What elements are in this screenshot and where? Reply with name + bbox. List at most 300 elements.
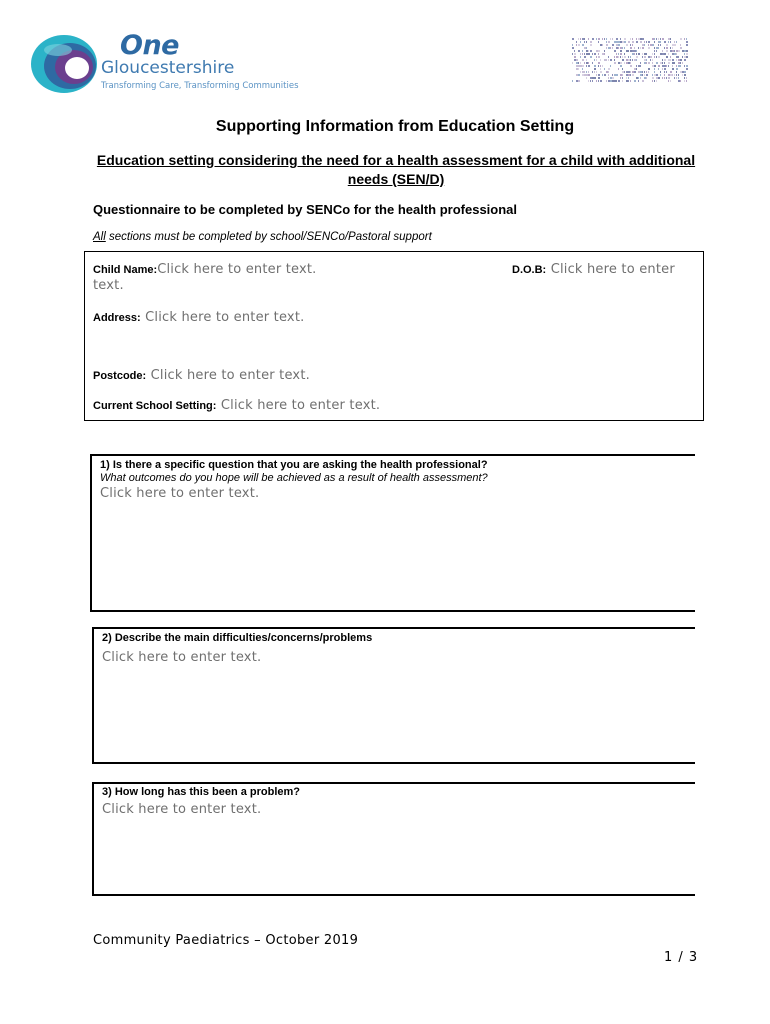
dob-label: D.O.B: (512, 264, 547, 276)
stamp-pixel (608, 41, 610, 43)
stamp-pixel (578, 65, 580, 67)
stamp-pixel (670, 80, 671, 82)
stamp-pixel (612, 47, 613, 49)
stamp-pixel (576, 62, 578, 64)
stamp-pixel (584, 53, 585, 55)
stamp-pixel (656, 56, 657, 58)
dob-field-overflow[interactable]: text. (93, 278, 124, 293)
stamp-pixel (622, 56, 623, 58)
stamp-pixel (646, 53, 647, 55)
stamp-pixel (582, 53, 583, 55)
stamp-pixel (588, 53, 590, 55)
stamp-pixel (678, 59, 680, 61)
stamp-pixel (604, 38, 605, 40)
stamp-pixel (664, 71, 665, 73)
stamp-pixel (580, 38, 581, 40)
stamp-pixel (638, 71, 640, 73)
stamp-pixel (682, 74, 683, 76)
stamp-pixel (628, 74, 630, 76)
stamp-pixel (636, 53, 637, 55)
stamp-pixel (656, 77, 658, 79)
question-1-field[interactable]: Click here to enter text. (100, 486, 260, 501)
stamp-pixel (584, 56, 586, 58)
stamp-pixel (686, 56, 688, 58)
stamp-pixel (632, 53, 634, 55)
child-name-row (93, 260, 317, 278)
stamp-pixel (618, 80, 620, 82)
stamp-pixel (572, 62, 573, 64)
stamp-pixel (680, 59, 682, 61)
stamp-pixel (668, 59, 670, 61)
stamp-pixel (674, 50, 675, 52)
stamp-pixel (658, 68, 659, 70)
stamp-pixel (656, 38, 657, 40)
question-3-field[interactable]: Click here to enter text. (102, 802, 262, 817)
stamp-pixel (604, 68, 605, 70)
stamp-pixel (644, 41, 645, 43)
stamp-pixel (658, 56, 660, 58)
page-number: 1 / 3 (664, 950, 699, 965)
stamp-pixel (606, 41, 607, 43)
stamp-pixel (670, 47, 671, 49)
stamp-pixel (628, 71, 630, 73)
stamp-pixel (616, 44, 618, 46)
stamp-pixel (668, 62, 670, 64)
stamp-pixel (680, 71, 682, 73)
stamp-pixel (672, 59, 674, 61)
stamp-pixel (678, 65, 680, 67)
stamp-pixel (628, 56, 629, 58)
question-1-title: 1) Is there a specific question that you are asking the health professional? (100, 459, 488, 471)
stamp-pixel (658, 44, 659, 46)
stamp-pixel (664, 41, 666, 43)
logo-swirl-icon (28, 28, 108, 100)
stamp-pixel (612, 77, 614, 79)
stamp-pixel (686, 53, 688, 55)
stamp-pixel (590, 80, 591, 82)
stamp-pixel (616, 56, 618, 58)
stamp-pixel (652, 74, 653, 76)
postcode-row (93, 366, 310, 384)
stamp-pixel (670, 56, 671, 58)
stamp-pixel (576, 44, 577, 46)
postcode-field[interactable]: Click here to enter text. (150, 368, 310, 383)
stamp-pixel (608, 68, 610, 70)
stamp-pixel (576, 80, 578, 82)
stamp-pixel (620, 56, 621, 58)
stamp-pixel (574, 50, 575, 52)
stamp-pixel (624, 41, 626, 43)
stamp-pixel (674, 41, 675, 43)
stamp-pixel (642, 71, 643, 73)
stamp-pixel (644, 71, 645, 73)
stamp-pixel (654, 47, 655, 49)
stamp-pixel (648, 44, 649, 46)
stamp-pixel (630, 71, 631, 73)
stamp-pixel (600, 44, 602, 46)
stamp-pixel (660, 53, 662, 55)
stamp-pixel (654, 71, 655, 73)
stamp-pixel (604, 74, 606, 76)
stamp-pixel (670, 50, 672, 52)
stamp-pixel (654, 65, 656, 67)
stamp-pixel (646, 74, 648, 76)
stamp-pixel (644, 59, 646, 61)
stamp-pixel (610, 80, 612, 82)
stamp-pixel (578, 80, 580, 82)
stamp-pixel (656, 80, 657, 82)
stamp-pixel (598, 41, 599, 43)
stamp-pixel (632, 50, 634, 52)
stamp-pixel (664, 59, 666, 61)
stamp-pixel (672, 50, 674, 52)
stamp-pixel (584, 41, 585, 43)
stamp-pixel (596, 56, 597, 58)
stamp-pixel (666, 56, 668, 58)
stamp-pixel (662, 68, 663, 70)
stamp-pixel (624, 38, 626, 40)
stamp-pixel (660, 62, 662, 64)
stamp-pixel (582, 44, 584, 46)
dob-row (512, 260, 675, 278)
stamp-pixel (654, 56, 655, 58)
stamp-pixel (654, 38, 655, 40)
stamp-pixel (586, 65, 587, 67)
stamp-pixel (654, 53, 655, 55)
stamp-pixel (618, 68, 619, 70)
stamp-pixel (590, 41, 592, 43)
stamp-pixel (578, 38, 579, 40)
stamp-pixel (600, 65, 601, 67)
stamp-pixel (574, 56, 576, 58)
stamp-pixel (626, 59, 628, 61)
stamp-pixel (600, 59, 601, 61)
stamp-pixel (620, 65, 622, 67)
stamp-pixel (626, 44, 628, 46)
stamp-pixel (612, 44, 614, 46)
stamp-pixel (668, 41, 669, 43)
stamp-pixel (648, 62, 650, 64)
stamp-pixel (596, 74, 597, 76)
stamp-pixel (592, 38, 594, 40)
stamp-pixel (580, 71, 581, 73)
stamp-pixel (670, 71, 672, 73)
stamp-pixel (630, 80, 631, 82)
child-name-field[interactable]: Click here to enter text. (157, 262, 317, 277)
stamp-pixel (668, 74, 670, 76)
stamp-pixel (678, 56, 679, 58)
stamp-pixel (666, 65, 667, 67)
stamp-pixel (606, 80, 607, 82)
stamp-pixel (634, 71, 636, 73)
stamp-pixel (652, 80, 653, 82)
stamp-pixel (586, 71, 587, 73)
stamp-pixel (608, 59, 609, 61)
stamp-pixel (580, 62, 581, 64)
stamp-pixel (656, 74, 658, 76)
stamp-pixel (652, 65, 654, 67)
stamp-pixel (686, 50, 688, 52)
stamp-pixel (684, 65, 685, 67)
stamp-pixel (594, 71, 595, 73)
stamp-pixel (602, 74, 603, 76)
stamp-pixel (594, 65, 596, 67)
stamp-pixel (630, 44, 631, 46)
stamp-pixel (618, 56, 619, 58)
stamp-pixel (608, 74, 609, 76)
stamp-pixel (586, 77, 587, 79)
stamp-pixel (596, 71, 597, 73)
stamp-pixel (682, 50, 684, 52)
stamp-pixel (626, 74, 628, 76)
stamp-pixel (658, 77, 660, 79)
stamp-pixel (610, 59, 612, 61)
stamp-pixel (660, 71, 661, 73)
stamp-pixel (638, 65, 640, 67)
question-2-field[interactable]: Click here to enter text. (102, 650, 262, 665)
stamp-pixel (622, 80, 623, 82)
address-row (93, 308, 304, 326)
stamp-pixel (680, 80, 681, 82)
stamp-pixel (654, 80, 655, 82)
stamp-pixel (586, 74, 588, 76)
stamp-pixel (616, 47, 618, 49)
stamp-pixel (638, 77, 639, 79)
stamp-pixel (676, 77, 677, 79)
stamp-pixel (672, 74, 673, 76)
stamp-pixel (618, 53, 619, 55)
stamp-pixel (686, 41, 688, 43)
stamp-pixel (584, 74, 586, 76)
stamp-pixel (678, 62, 680, 64)
stamp-pixel (648, 41, 650, 43)
stamp-pixel (620, 53, 622, 55)
stamp-pixel (684, 56, 686, 58)
stamp-pixel (672, 62, 674, 64)
stamp-pixel (652, 53, 653, 55)
stamp-pixel (642, 38, 644, 40)
completion-note (93, 231, 432, 243)
stamp-pixel (584, 71, 585, 73)
dob-field[interactable]: Click here to enter (550, 262, 675, 277)
stamp-pixel (586, 41, 587, 43)
stamp-pixel (612, 74, 613, 76)
school-row (93, 396, 380, 414)
stamp-pixel (662, 62, 663, 64)
stamp-pixel (660, 38, 661, 40)
stamp-pixel (644, 44, 645, 46)
stamp-pixel (572, 53, 573, 55)
stamp-pixel (592, 80, 593, 82)
stamp-pixel (662, 38, 664, 40)
stamp-pixel (572, 38, 574, 40)
stamp-pixel (678, 50, 680, 52)
stamp-pixel (652, 44, 654, 46)
stamp-pixel (596, 80, 597, 82)
stamp-pixel (608, 56, 609, 58)
stamp-pixel (666, 77, 667, 79)
stamp-pixel (664, 68, 666, 70)
stamp-pixel (618, 41, 620, 43)
stamp-pixel (630, 47, 632, 49)
logo-name-line2: Gloucestershire (101, 58, 235, 78)
stamp-pixel (680, 47, 682, 49)
stamp-pixel (684, 77, 685, 79)
stamp-pixel (578, 74, 580, 76)
stamp-pixel (598, 50, 600, 52)
stamp-pixel (582, 59, 584, 61)
stamp-pixel (650, 56, 652, 58)
stamp-pixel (650, 44, 652, 46)
stamp-pixel (676, 53, 677, 55)
stamp-pixel (582, 74, 584, 76)
stamp-pixel (668, 80, 669, 82)
stamp-pixel (624, 47, 625, 49)
stamp-pixel (588, 38, 589, 40)
address-field[interactable]: Click here to enter text. (145, 310, 305, 325)
stamp-pixel (680, 44, 681, 46)
stamp-pixel (624, 56, 626, 58)
school-field[interactable]: Click here to enter text. (220, 398, 381, 413)
stamp-pixel (632, 71, 634, 73)
stamp-pixel (612, 38, 613, 40)
stamp-pixel (644, 53, 646, 55)
stamp-pixel (628, 50, 629, 52)
stamp-pixel (630, 74, 631, 76)
stamp-pixel (672, 68, 674, 70)
stamp-pixel (614, 74, 616, 76)
stamp-pixel (574, 53, 576, 55)
stamp-pixel (604, 50, 605, 52)
note-emphasis: All (93, 231, 106, 243)
stamp-pixel (598, 65, 599, 67)
stamp-pixel (592, 53, 593, 55)
stamp-pixel (606, 47, 607, 49)
stamp-pixel (662, 65, 664, 67)
stamp-pixel (580, 65, 582, 67)
stamp-pixel (636, 77, 638, 79)
stamp-pixel (634, 80, 636, 82)
stamp-pixel (648, 68, 650, 70)
stamp-pixel (674, 74, 675, 76)
stamp-pixel (598, 38, 600, 40)
stamp-pixel (610, 65, 611, 67)
stamp-pixel (590, 50, 592, 52)
question-1-subtitle: What outcomes do you hope will be achieved as a result of health assessment? (100, 472, 488, 484)
stamp-pixel (602, 38, 603, 40)
stamp-pixel (684, 53, 685, 55)
stamp-pixel (634, 50, 636, 52)
stamp-pixel (582, 65, 584, 67)
stamp-pixel (586, 59, 587, 61)
stamp-pixel (590, 77, 592, 79)
stamp-pixel (594, 77, 596, 79)
stamp-pixel (658, 41, 660, 43)
questionnaire-instruction: Questionnaire to be completed by SENCo for the health professional (93, 202, 518, 217)
stamp-pixel (620, 50, 622, 52)
stamp-pixel (632, 74, 634, 76)
stamp-pixel (578, 68, 579, 70)
stamp-pixel (672, 47, 673, 49)
stamp-pixel (642, 44, 644, 46)
stamp-pixel (640, 65, 641, 67)
stamp-pixel (616, 80, 617, 82)
stamp-pixel (616, 38, 618, 40)
stamp-pixel (608, 77, 609, 79)
stamp-pixel (578, 44, 580, 46)
stamp-pixel (620, 38, 621, 40)
stamp-pixel (636, 50, 637, 52)
stamp-pixel (640, 41, 642, 43)
stamp-pixel (662, 77, 663, 79)
stamp-pixel (674, 77, 675, 79)
stamp-pixel (588, 62, 589, 64)
stamp-pixel (676, 59, 677, 61)
stamp-pixel (582, 50, 583, 52)
stamp-pixel (614, 50, 616, 52)
stamp-pixel (646, 71, 647, 73)
stamp-pixel (632, 44, 633, 46)
stamp-pixel (652, 59, 653, 61)
stamp-pixel (628, 59, 630, 61)
stamp-pixel (586, 53, 588, 55)
stamp-pixel (634, 47, 635, 49)
stamp-pixel (638, 38, 640, 40)
stamp-pixel (648, 56, 650, 58)
logo-name-line1: One (120, 30, 179, 61)
stamp-pixel (620, 62, 622, 64)
stamp-pixel (580, 41, 581, 43)
stamp-pixel (680, 38, 682, 40)
stamp-pixel (640, 71, 642, 73)
stamp-pixel (642, 53, 643, 55)
stamp-pixel (664, 62, 665, 64)
stamp-pixel (620, 74, 622, 76)
stamp-pixel (588, 80, 589, 82)
stamp-pixel (668, 38, 670, 40)
stamp-pixel (610, 38, 611, 40)
stamp-pixel (592, 62, 593, 64)
stamp-pixel (654, 74, 656, 76)
stamp-pixel (678, 80, 680, 82)
stamp-pixel (574, 59, 576, 61)
stamp-pixel (654, 41, 655, 43)
stamp-pixel (664, 77, 665, 79)
stamp-pixel (686, 65, 688, 67)
stamp-pixel (686, 77, 687, 79)
stamp-pixel (626, 77, 627, 79)
address-label: Address: (93, 312, 141, 324)
stamp-pixel (624, 71, 625, 73)
stamp-pixel (636, 56, 638, 58)
stamp-pixel (636, 59, 637, 61)
stamp-pixel (684, 74, 686, 76)
stamp-pixel (596, 38, 597, 40)
stamp-pixel (666, 44, 668, 46)
stamp-pixel (656, 50, 657, 52)
stamp-pixel (608, 47, 610, 49)
stamp-pixel (606, 38, 607, 40)
stamp-pixel (670, 38, 671, 40)
stamp-pixel (660, 74, 661, 76)
stamp-pixel (648, 47, 650, 49)
stamp-pixel (622, 47, 623, 49)
stamp-pixel (618, 44, 620, 46)
stamp-pixel (682, 71, 684, 73)
child-info-section (84, 251, 704, 421)
stamp-pixel (614, 59, 615, 61)
stamp-pixel (608, 80, 610, 82)
